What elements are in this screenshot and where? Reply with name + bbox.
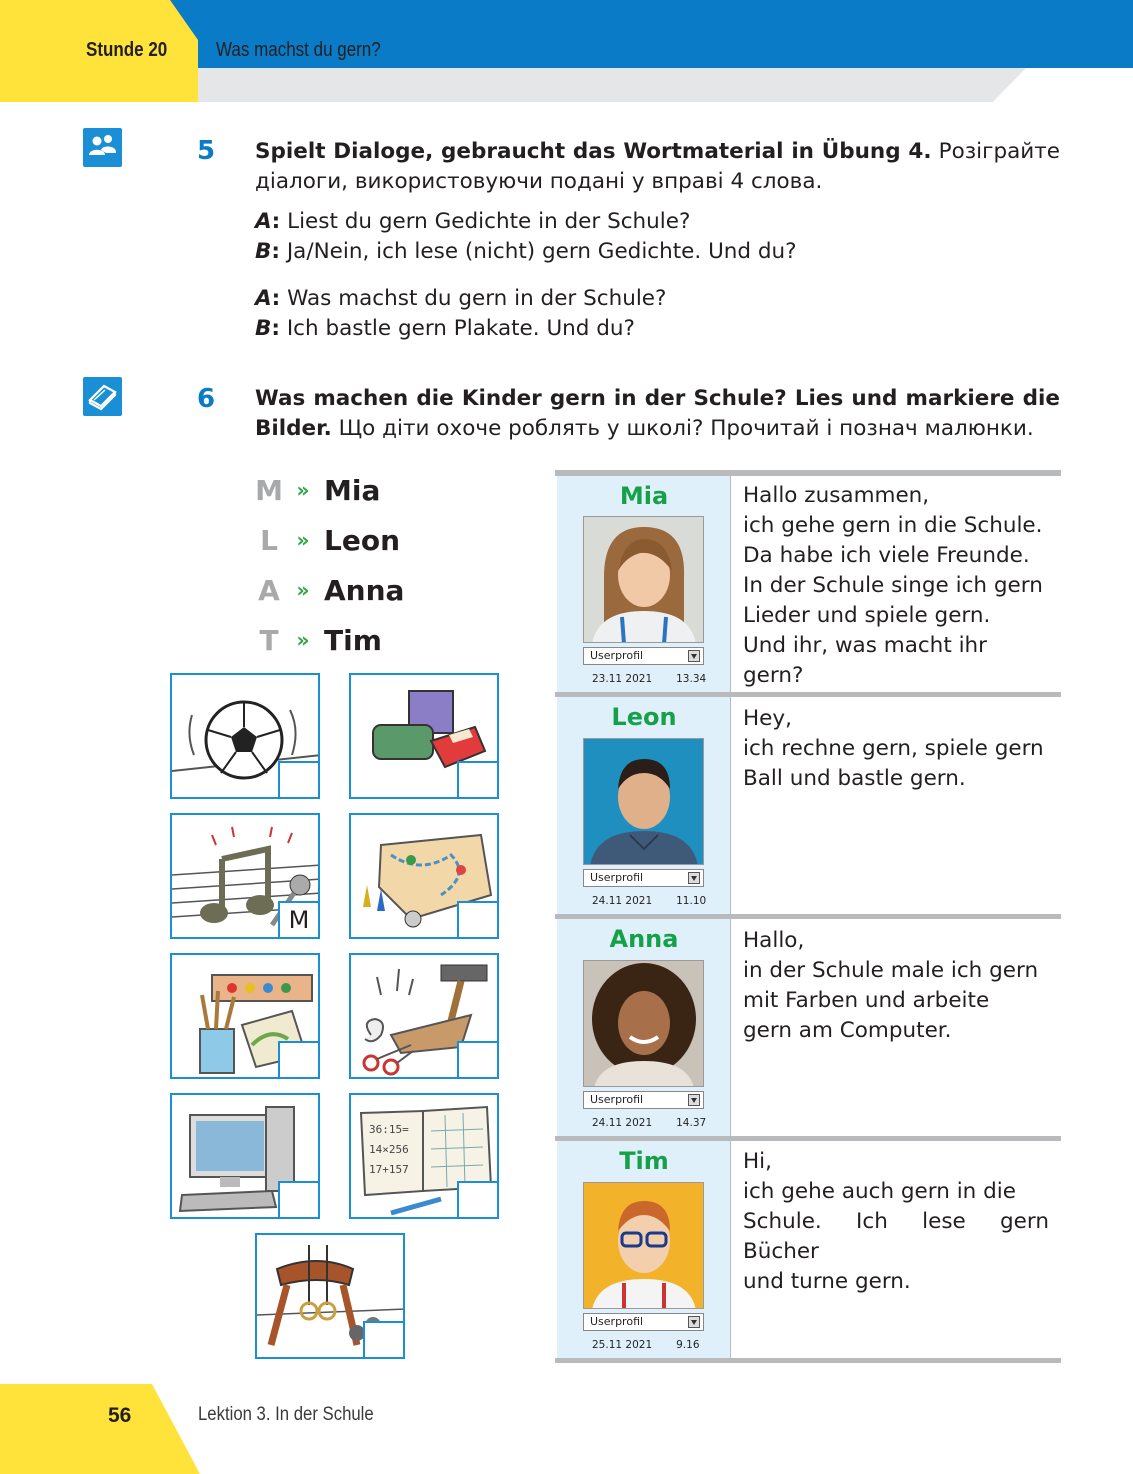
picture-card <box>170 1093 320 1219</box>
answer-box[interactable] <box>457 1181 499 1219</box>
svg-text:17+157: 17+157 <box>369 1163 409 1176</box>
profile-card <box>557 697 731 914</box>
userprofile-dropdown[interactable]: Userprofil <box>583 1313 704 1331</box>
picture-card <box>349 1093 499 1219</box>
double-arrow-icon: » <box>296 478 310 502</box>
profile-name: Leon <box>611 703 677 731</box>
svg-text:36:15=: 36:15= <box>369 1123 409 1136</box>
legend-item: L » Leon <box>260 523 401 557</box>
exercise-number: 6 <box>197 384 216 414</box>
post-timestamp: 24.11 2021 11.10 <box>592 895 707 907</box>
task-german: Spielt Dialoge, gebraucht das Wortmaterial in Übung 4. <box>255 139 932 164</box>
post-timestamp: 24.11 2021 14.37 <box>592 1117 707 1129</box>
task-ukrainian: Розіграйте діалоги, використовуючи подані у вправі 4 слова. <box>255 139 1060 194</box>
double-arrow-icon: » <box>296 578 310 602</box>
userprofile-dropdown[interactable]: Userprofil <box>583 1091 704 1109</box>
book-reading-icon <box>83 377 122 416</box>
legend-item: T » Tim <box>259 623 382 657</box>
dropdown-arrow-icon[interactable] <box>688 650 700 662</box>
profile-message: Hey, ich rechne gern, spiele gern Ball und bastle gern. <box>743 706 1044 791</box>
dialog-line: B: Ja/Nein, ich lese (nicht) gern Gedichte. Und du? <box>255 239 797 264</box>
answer-box[interactable] <box>278 1041 320 1079</box>
picture-card <box>349 953 499 1079</box>
double-arrow-icon: » <box>296 528 310 552</box>
profile-photo <box>583 516 704 643</box>
header-subbar <box>196 68 1026 102</box>
dropdown-arrow-icon[interactable] <box>688 1094 700 1106</box>
picture-card <box>170 953 320 1079</box>
table-divider <box>555 1358 1061 1363</box>
dialog-1 <box>255 207 797 267</box>
footer-tab <box>0 1384 200 1474</box>
dialog-line: A: Was machst du gern in der Schule? <box>255 286 667 311</box>
answer-box[interactable] <box>457 901 499 939</box>
dialog-line: A: Liest du gern Gedichte in der Schule? <box>255 209 691 234</box>
exercise-6-task <box>255 384 1060 444</box>
footer-lesson: Lektion 3. In der Schule <box>198 1404 374 1425</box>
picture-card <box>170 673 320 799</box>
lesson-title: Was machst du gern? <box>216 39 381 61</box>
picture-card <box>170 813 320 939</box>
task-ukrainian: Що діти охоче роблять у школі? Прочитай і познач малюнки. <box>338 416 1034 441</box>
double-arrow-icon: » <box>296 628 310 652</box>
dropdown-arrow-icon[interactable] <box>688 872 700 884</box>
userprofile-dropdown[interactable]: Userprofil <box>583 647 704 665</box>
answer-box[interactable]: M <box>278 901 320 939</box>
page-number: 56 <box>108 1404 132 1427</box>
profile-message: Hallo zusammen, ich gehe gern in die Schule. Da habe ich viele Freunde. In der Schule singe ich gern Lieder und spiele gern. Und ihr, was macht ihr gern? <box>743 483 1043 688</box>
post-timestamp: 25.11 2021 9.16 <box>592 1339 700 1351</box>
answer-box[interactable] <box>363 1321 405 1359</box>
svg-text:14×256: 14×256 <box>369 1143 409 1156</box>
picture-card <box>255 1233 405 1359</box>
dialog-line: B: Ich bastle gern Plakate. Und du? <box>255 316 635 341</box>
dialog-2 <box>255 284 666 344</box>
profile-name: Anna <box>609 925 679 953</box>
profile-card <box>557 1141 731 1358</box>
answer-box[interactable] <box>278 1181 320 1219</box>
picture-card <box>349 673 499 799</box>
dropdown-arrow-icon[interactable] <box>688 1316 700 1328</box>
exercise-5-task <box>255 137 1060 197</box>
profile-message: Hi, ich gehe auch gern in die Schule. Ich lese gern Bücher und turne gern. <box>743 1149 1049 1294</box>
legend-item: A » Anna <box>258 573 405 607</box>
profile-name: Tim <box>619 1147 669 1175</box>
profile-name: Mia <box>619 482 669 510</box>
answer-box[interactable] <box>457 1041 499 1079</box>
profile-photo <box>583 1182 704 1309</box>
profile-message: Hallo, in der Schule male ich gern mit Farben und arbeite gern am Computer. <box>743 928 1039 1043</box>
profile-photo <box>583 960 704 1087</box>
answer-box[interactable] <box>457 761 499 799</box>
userprofile-dropdown[interactable]: Userprofil <box>583 869 704 887</box>
lesson-number: Stunde 20 <box>86 39 168 61</box>
picture-card <box>349 813 499 939</box>
post-timestamp: 23.11 2021 13.34 <box>592 673 707 685</box>
answer-box[interactable] <box>278 761 320 799</box>
exercise-number: 5 <box>197 136 216 166</box>
profile-card <box>557 919 731 1136</box>
legend-item: M » Mia <box>255 473 381 507</box>
group-work-icon <box>83 128 122 167</box>
profile-card <box>557 476 731 692</box>
profile-photo <box>583 738 704 865</box>
task-german: Was machen die Kinder gern in der Schule? Lies und markiere die Bilder. <box>255 386 1060 441</box>
